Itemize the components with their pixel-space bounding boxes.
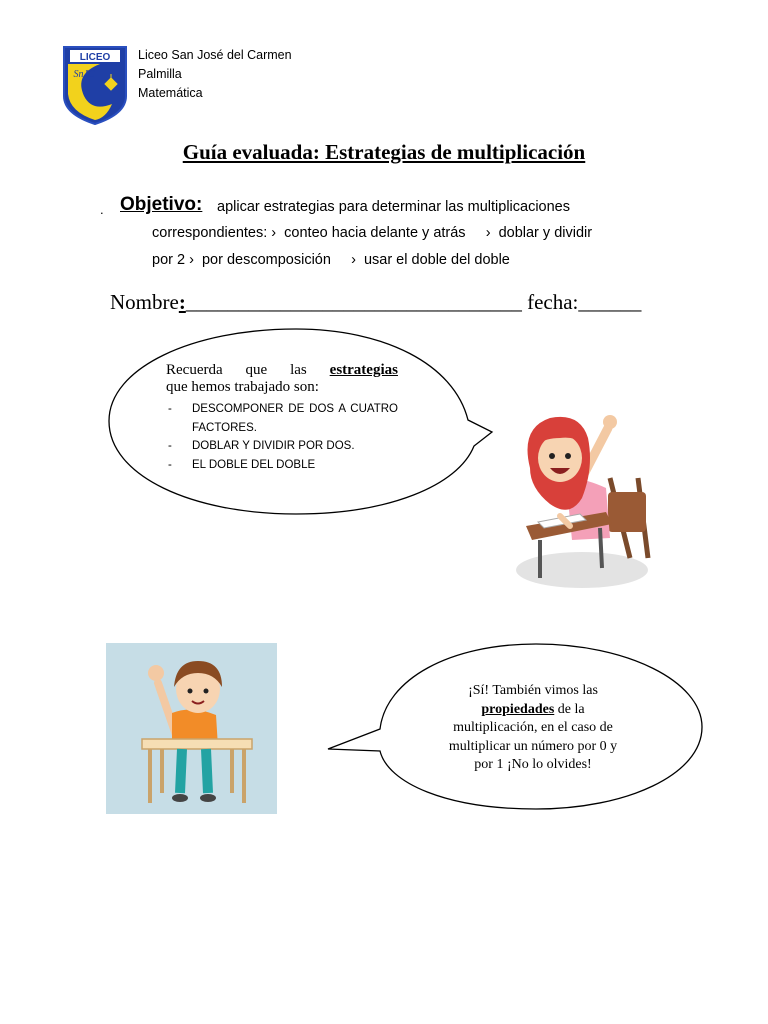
logo-top-text: LICEO: [79, 52, 111, 63]
bubble-left-word-1: Recuerda: [166, 362, 223, 378]
bubble-right-line-5: por 1 ¡No lo olvides!: [474, 757, 592, 772]
objective-line-2: correspondientes: › conteo hacia delante y atrás › doblar y dividir: [152, 225, 593, 241]
name-date-row: [110, 290, 641, 315]
objective-bullet: .: [100, 202, 104, 217]
bubble-right-line-3: multiplicación, en el caso de: [453, 720, 613, 735]
list-item: - EL DOBLE DEL DOBLE: [168, 458, 316, 471]
school-header: [138, 46, 292, 103]
bubble-left-emphasis: estrategias: [329, 362, 398, 378]
bubble-left-text: [166, 362, 398, 474]
bubble-right-line-1: ¡Sí! También vimos las: [468, 683, 598, 698]
bubble-right-emphasis: propiedades: [481, 701, 555, 717]
girl-student-illustration: [510, 408, 658, 590]
school-logo: [60, 44, 130, 126]
boy-image-frame: [106, 643, 277, 814]
logo-initials: SnJC: [73, 69, 95, 80]
bubble-left-word-2: que: [245, 362, 268, 378]
objective-line-3: por 2 › por descomposición › usar el doble del doble: [152, 252, 510, 268]
list-item: - DESCOMPONER DE DOS A CUATRO FACTORES.: [168, 403, 398, 434]
logo-bottom-text: PALMILLA: [85, 110, 105, 115]
nombre-colon: :: [178, 290, 186, 314]
strategy-list: [166, 400, 398, 474]
page-title: Guía evaluada: Estrategias de multiplicación: [182, 140, 586, 164]
list-item: - DOBLAR Y DIVIDIR POR DOS.: [168, 440, 355, 452]
fecha-label: fecha:: [527, 290, 579, 314]
school-name: Liceo San José del Carmen: [138, 48, 292, 62]
school-location: Palmilla: [138, 67, 182, 81]
bubble-left-word-3: las: [290, 362, 307, 378]
bubble-right-text: [436, 682, 630, 775]
bubble-right-line-2: propiedades de la: [481, 701, 585, 717]
school-subject: Matemática: [138, 86, 203, 100]
bubble-left-intro-2: que hemos trabajado son:: [166, 379, 319, 395]
boy-student-illustration: [106, 643, 277, 814]
bubble-right-line-4: multiplicar un número por 0 y: [448, 738, 618, 754]
objective-label: Objetivo:: [120, 194, 203, 215]
objective-line-1: aplicar estrategias para determinar las multiplicaciones: [217, 199, 570, 215]
nombre-label: Nombre: [110, 290, 179, 314]
fecha-blank[interactable]: ______: [578, 290, 642, 314]
nombre-blank[interactable]: ________________________________: [185, 290, 522, 314]
